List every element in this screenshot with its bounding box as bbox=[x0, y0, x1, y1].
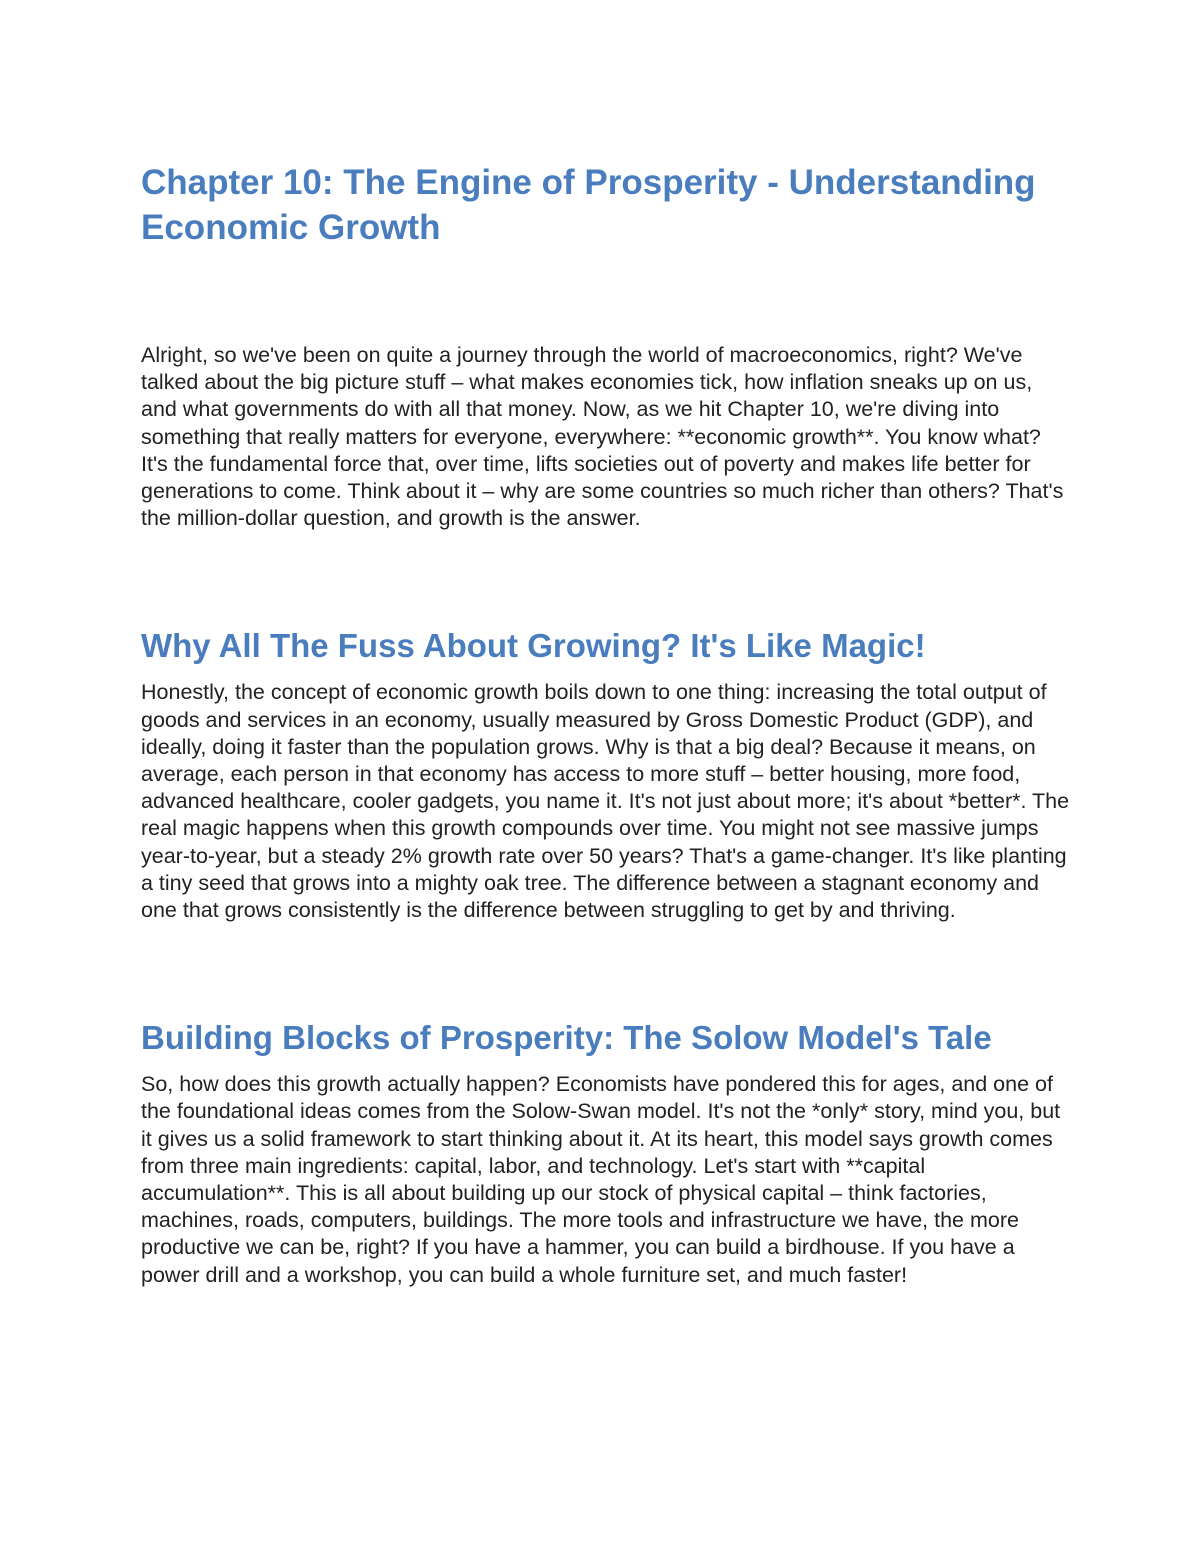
chapter-title: Chapter 10: The Engine of Prosperity - Understanding Economic Growth bbox=[141, 163, 1036, 247]
section-paragraph-solow-model: So, how does this growth actually happen? Economists have pondered this for ages, and one of the foundational ideas comes from the Solow-Swan model. It's not the *only* story, mind you, but it gives us a solid framework to start thinking about it. At its heart, this model says growth comes from three main ingredients: capital, labor, and technology. Let's start with **capital accumulation**. This is all about building up our stock of physical capital – think factories, machines, roads, computers, buildings. The more tools and infrastructure we have, the more productive we can be, right? If you have a hammer, you can build a birdhouse. If you have a power drill and a workshop, you can build a whole furniture set, and much faster! bbox=[141, 1072, 1061, 1287]
section-heading-solow-model: Building Blocks of Prosperity: The Solow Model's Tale bbox=[141, 1019, 992, 1057]
section-heading-why-growing: Why All The Fuss About Growing? It's Like Magic! bbox=[141, 627, 926, 665]
section-paragraph-why-growing: Honestly, the concept of economic growth boils down to one thing: increasing the total output of goods and services in an economy, usually measured by Gross Domestic Product (GDP), and ideally, doing it faster than the population grows. Why is that a big deal? Because it means, on average, each person in that economy has access to more stuff – better housing, more food, advanced healthcare, cooler gadgets, you name it. It's not just about more; it's about *better*. The real magic happens when this growth compounds over time. You might not see massive jumps year-to-year, but a steady 2% growth rate over 50 years? That's a game-changer. It's like planting a tiny seed that grows into a mighty oak tree. The difference between a stagnant economy and one that grows consistently is the difference between struggling to get by and thriving. bbox=[141, 680, 1070, 923]
intro-paragraph: Alright, so we've been on quite a journey through the world of macroeconomics, right? We've talked about the big picture stuff – what makes economies tick, how inflation sneaks up on us, and what governments do with all that money. Now, as we hit Chapter 10, we're diving into something that really matters for everyone, everywhere: **economic growth**. You know what? It's the fundamental force that, over time, lifts societies out of poverty and makes life better for generations to come. Think about it – why are some countries so much richer than others? That's the million-dollar question, and growth is the answer. bbox=[141, 343, 1064, 531]
document-content bbox=[141, 160, 1071, 1289]
